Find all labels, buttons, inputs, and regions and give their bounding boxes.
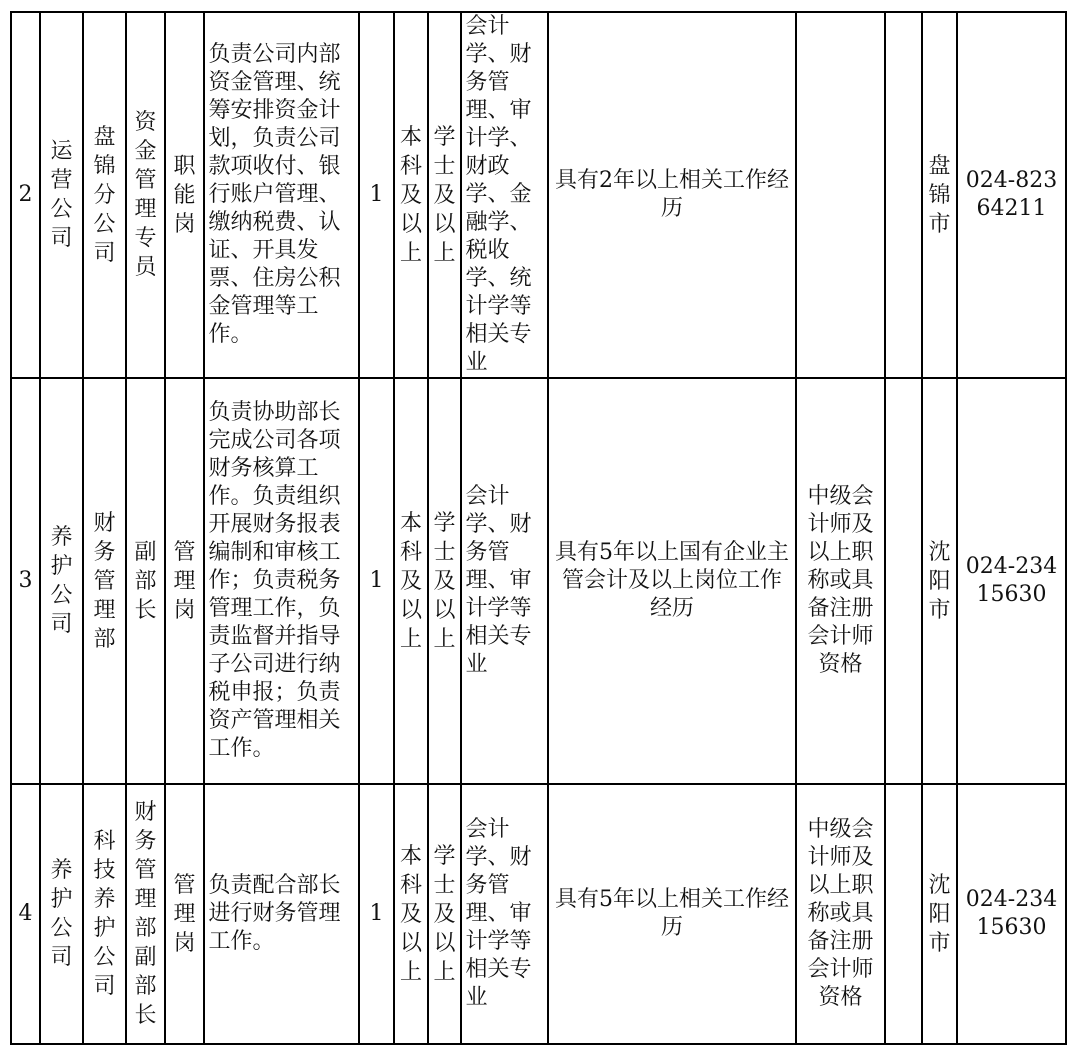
degree-requirement: 学士及以上 [433,843,456,985]
headcount: 1 [369,182,384,207]
experience-cell [548,12,796,378]
table-row [11,378,1066,784]
degree-cell [428,784,461,1044]
recruitment-table [10,11,1067,1045]
contact-phone: 024-23415630 [965,554,1058,607]
education-cell [394,12,428,378]
table-row [11,784,1066,1044]
major-cell [461,784,548,1044]
category-cell [165,784,204,1044]
job-duties: 负责配合部长进行财务管理工作。 [208,873,341,954]
experience-requirement: 具有5年以上国有企业主管会计及以上岗位工作经历 [555,540,789,621]
department-cell [83,378,126,784]
position-cell [126,378,165,784]
qualification-cell [796,12,885,378]
position-category: 管理岗 [173,539,196,623]
experience-requirement: 具有2年以上相关工作经历 [555,168,789,221]
department-name: 科技养护公司 [93,829,116,999]
major-requirement: 会计学、财务管理、审计学等相关专业 [465,484,532,677]
education-requirement: 本科及以上 [400,510,423,652]
position-cell [126,784,165,1044]
experience-cell [548,378,796,784]
category-cell [165,378,204,784]
unit-name: 养护公司 [50,858,73,970]
row-number-cell [11,12,40,378]
row-number-cell [11,378,40,784]
department-cell [83,12,126,378]
department-name: 盘锦分公司 [93,124,116,266]
position-cell [126,12,165,378]
experience-requirement: 具有5年以上相关工作经历 [555,887,789,940]
experience-cell [548,784,796,1044]
duties-cell [204,12,359,378]
contact-phone: 024-23415630 [965,887,1058,940]
duties-cell [204,784,359,1044]
position-name: 财务管理部副部长 [134,800,157,1028]
unit-cell [40,784,83,1044]
unit-name: 运营公司 [50,139,73,251]
work-location: 沈阳市 [928,539,951,623]
degree-requirement: 学士及以上 [433,510,456,652]
unit-cell [40,12,83,378]
duties-cell [204,378,359,784]
headcount: 1 [369,901,384,926]
work-location: 盘锦市 [928,153,951,237]
position-category: 职能岗 [173,153,196,237]
education-requirement: 本科及以上 [400,124,423,266]
phone-cell [957,12,1066,378]
education-cell [394,784,428,1044]
major-cell [461,12,548,378]
row-number-cell [11,784,40,1044]
major-requirement: 会计学、财务管理、审计学等相关专业 [465,817,532,1010]
degree-cell [428,12,461,378]
row-number: 2 [18,182,33,207]
unit-cell [40,378,83,784]
qualification-cell [796,378,885,784]
category-cell [165,12,204,378]
row-number: 3 [18,568,33,593]
location-cell [922,784,957,1044]
position-name: 资金管理专员 [134,110,157,280]
department-cell [83,784,126,1044]
location-cell [922,12,957,378]
table-row [11,12,1066,378]
blank-cell [885,378,922,784]
count-cell [359,784,394,1044]
education-cell [394,378,428,784]
position-name: 副部长 [134,539,157,623]
row-number: 4 [18,901,33,926]
count-cell [359,378,394,784]
headcount: 1 [369,568,384,593]
qualification-cell [796,784,885,1044]
qualification-requirement: 中级会计师及以上职称或具备注册会计师资格 [807,817,874,1010]
blank-cell [885,784,922,1044]
qualification-requirement: 中级会计师及以上职称或具备注册会计师资格 [807,484,874,677]
phone-cell [957,784,1066,1044]
unit-name: 养护公司 [50,525,73,637]
major-cell [461,378,548,784]
work-location: 沈阳市 [928,872,951,956]
major-requirement: 会计学、财务管理、审计学、财政学、金融学、税收学、统计学等相关专业 [465,14,532,375]
contact-phone: 024-82364211 [965,168,1058,221]
department-name: 财务管理部 [93,510,116,652]
job-duties: 负责协助部长完成公司各项财务核算工作。负责组织开展财务报表编制和审核工作；负责税务管理工作，负责监督并指导子公司进行纳税申报；负责资产管理相关工作。 [208,400,341,761]
location-cell [922,378,957,784]
education-requirement: 本科及以上 [400,843,423,985]
job-duties: 负责公司内部资金管理、统筹安排资金计划，负责公司款项收付、银行账户管理、缴纳税费、认证、开具发票、住房公积金管理等工作。 [208,42,341,347]
count-cell [359,12,394,378]
position-category: 管理岗 [173,872,196,956]
blank-cell [885,12,922,378]
degree-cell [428,378,461,784]
phone-cell [957,378,1066,784]
degree-requirement: 学士及以上 [433,124,456,266]
